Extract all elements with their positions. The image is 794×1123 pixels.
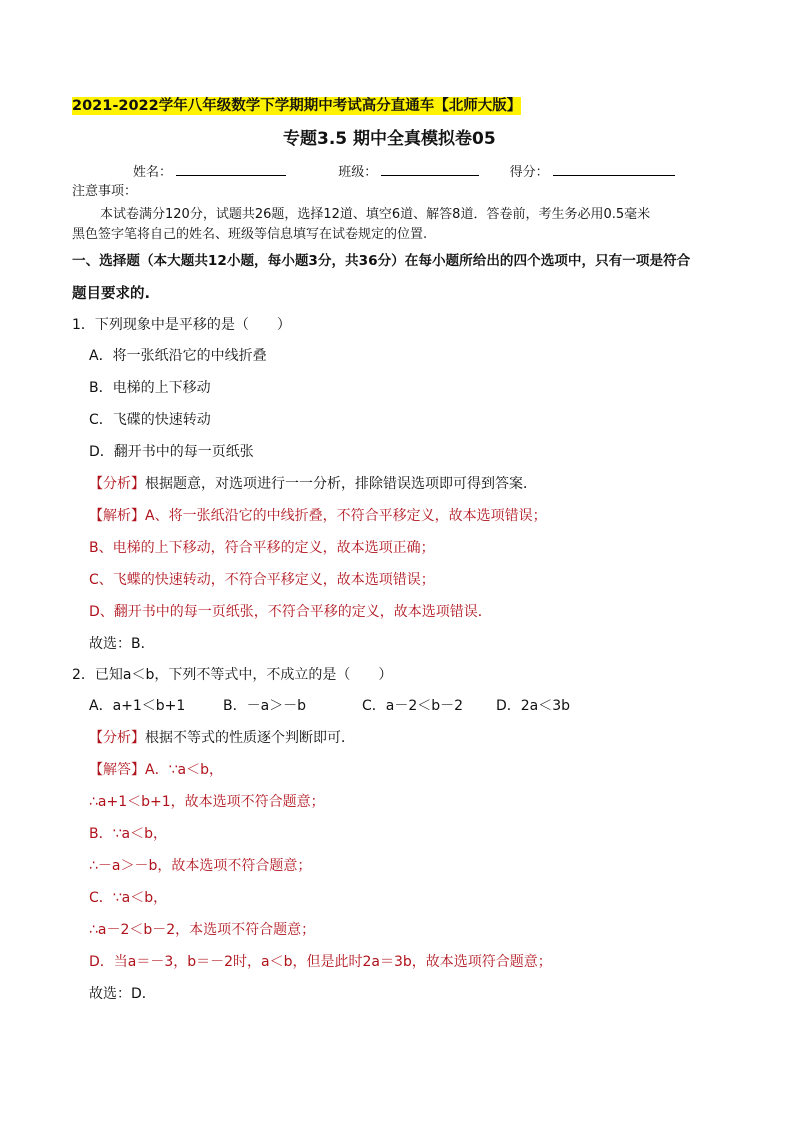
q1-solution-line-4: D、翻开书中的每一页纸张，不符合平移的定义，故本选项错误．	[89, 604, 492, 620]
q1-option-a: A．将一张纸沿它的中线折叠	[89, 348, 267, 364]
q1-option-c: C．飞碟的快速转动	[89, 412, 211, 428]
q2-analysis-tag: 【分析】	[89, 730, 145, 746]
main-title: 专题3.5 期中全真模拟卷05	[283, 129, 496, 149]
q1-answer: 故选：B．	[89, 636, 155, 652]
q2-solution-line-1: 【解答】A．∵a＜b，	[89, 762, 223, 778]
q1-stem: 1．下列现象中是平移的是（ ）	[72, 317, 291, 333]
score-field[interactable]	[553, 161, 675, 176]
q2-solution-line-4: ∴－a＞－b，故本选项不符合题意；	[89, 858, 312, 874]
q2-answer: 故选：D．	[89, 986, 156, 1002]
section-heading-line-1: 一、选择题（本大题共12小题，每小题3分，共36分）在每小题所给出的四个选项中，只有一项是符合	[72, 253, 691, 269]
q1-analysis: 【分析】根据题意，对选项进行一一分析，排除错误选项即可得到答案．	[89, 476, 537, 492]
q2-solution-line-7: D．当a＝－3，b＝－2时，a＜b，但是此时2a＝3b，故本选项符合题意；	[89, 954, 552, 970]
name-field[interactable]	[176, 161, 286, 176]
q1-solution-line-2: B、电梯的上下移动，符合平移的定义，故本选项正确；	[89, 540, 435, 556]
class-label: 班级：	[338, 165, 378, 180]
q1-solution-line-3: C、飞蝶的快速转动，不符合平移定义，故本选项错误；	[89, 572, 435, 588]
q2-option-d: D．2a＜3b	[496, 698, 571, 714]
notice-line-1: 本试卷满分120分，试题共26题，选择12道、填空6道、解答8道．答卷前，考生务必用0.5毫米	[100, 207, 651, 222]
score-label: 得分：	[509, 165, 549, 180]
q1-option-b: B．电梯的上下移动	[89, 380, 211, 396]
section-heading-line-2: 题目要求的.	[72, 286, 151, 302]
q2-solution-tag: 【解答】	[89, 762, 145, 778]
series-title: 2021-2022学年八年级数学下学期期中考试高分直通车【北师大版】	[72, 98, 522, 114]
q2-option-c: C．a－2＜b－2	[362, 698, 464, 714]
q2-stem: 2．已知a＜b，下列不等式中，不成立的是（ ）	[72, 667, 393, 683]
q1-solution-tag: 【解析】	[89, 508, 145, 524]
q1-option-d: D．翻开书中的每一页纸张	[89, 444, 254, 460]
q2-solution-line-3: B．∵a＜b，	[89, 826, 167, 842]
name-label: 姓名：	[133, 165, 173, 180]
class-field[interactable]	[381, 161, 479, 176]
q2-option-a: A．a+1＜b+1	[89, 698, 186, 714]
q1-analysis-tag: 【分析】	[89, 476, 145, 492]
q2-solution-line-5: C．∵a＜b，	[89, 890, 168, 906]
q1-solution-line-1: 【解析】A、将一张纸沿它的中线折叠，不符合平移定义，故本选项错误；	[89, 508, 547, 524]
q2-analysis: 【分析】根据不等式的性质逐个判断即可．	[89, 730, 355, 746]
q2-option-b: B．－a＞－b	[223, 698, 307, 714]
q2-solution-line-2: ∴a+1＜b+1，故本选项不符合题意；	[89, 794, 325, 810]
info-fields	[133, 161, 675, 182]
notice-heading: 注意事项：	[72, 184, 138, 199]
q2-solution-line-6: ∴a－2＜b－2，本选项不符合题意；	[89, 922, 316, 938]
notice-line-2: 黑色签字笔将自己的姓名、班级等信息填写在试卷规定的位置.	[72, 227, 428, 242]
q2-options	[89, 697, 570, 715]
